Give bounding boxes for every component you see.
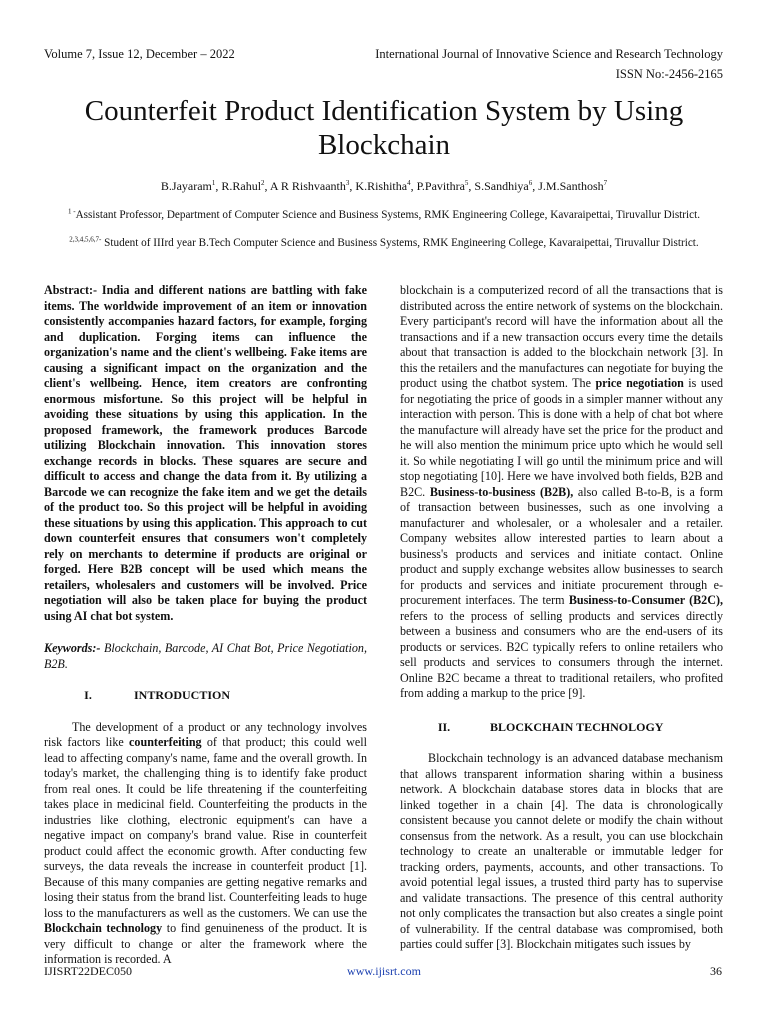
keywords — [44, 641, 367, 672]
text-run: The development of a product or any technology involves risk factors like — [44, 719, 367, 749]
bold-term: price negotiation — [595, 376, 684, 390]
section-number: I. — [84, 688, 92, 702]
journal-issn: ISSN No:-2456-2165 — [615, 67, 723, 81]
text-run: also called B-to-B, is a form of transaction between businesses, such as one involving a manufacturer and wholesaler, or a wholesaler and a retailer. Company websites allow interested parties to learn about a business's products and services and initiate contact. Online product and supply exchange websites allow businesses to search for products and services and initiate procurement through e-procurement interfaces. The term — [400, 484, 723, 607]
keywords-text: Blockchain, Barcode, AI Chat Bot, Price Negotiation, B2B. — [44, 641, 367, 671]
journal-volume: Volume 7, Issue 12, December – 2022 — [44, 47, 235, 61]
bold-term: Blockchain technology — [44, 921, 163, 935]
author-sup: 4 — [407, 179, 411, 187]
author: P.Pavithra — [416, 179, 465, 193]
paper-id: IJISRT22DEC050 — [44, 964, 132, 978]
text-run: to find genuineness of the product. It is very difficult to change or alter the framework where the information is recorded. A — [44, 921, 367, 966]
affiliation-1 — [44, 208, 724, 223]
author-list: B.Jayaram$^1$, R.Rahul$^2$, A R Rishvaanth$^3$, K.Rishitha$^4$, P.Pavithra$^5$, S.Sandhiya$^6$, J.M.Santhosh$^7$ — [160, 179, 608, 193]
author-sup: 5 — [464, 179, 469, 187]
affiliation-text: Student of IIIrd year B.Tech Computer Science and Business Systems, RMK Engineering College, Kavaraipettai, Tiruvallur District. — [101, 237, 699, 249]
bold-term: Business-to-Consumer (B2C), — [568, 593, 723, 607]
author: B.Jayaram — [160, 179, 212, 193]
paper-title — [40, 94, 728, 162]
section-heading-blockchain — [400, 720, 723, 736]
section-title: INTRODUCTION — [134, 688, 231, 702]
section-heading-introduction — [44, 688, 367, 704]
blockchain-paragraph: Blockchain technology is an advanced database mechanism that allows transparent information sharing within a business network. A blockchain database stores data in blocks that are linked together in a chain [4]. The data is chronologically consistent because you cannot delete or modify the chain without consensus from the network. As a result, you can use blockchain technology to create an unalterable or immutable ledger for tracking orders, payments, accounts, and other transactions. To avoid potential legal issues, a trusted third party has to supervise and validate transactions. The presence of this central authority not only complicates the transaction but also creates a single point of vulnerability. If the central database was compromised, both parties could suffer [3]. Blockchain mitigates such issues by — [400, 751, 723, 951]
author-sup: 1 — [211, 179, 216, 187]
paper-title-line-2: Blockchain — [317, 129, 451, 161]
section-number: II. — [437, 719, 451, 734]
text-run: blockchain is a computerized record of all the transactions that is distributed across the entire network of systems on the blockchain. Every participant's record will have the information about all the transactions and if a new transaction occurs every time the details about that transaction is added to the blockchain network [3]. In this the retailers and the manufactures can negotiate for buying the product using the chatbot system. The — [400, 283, 723, 390]
blockchain-b2b-paragraph — [400, 283, 723, 702]
affiliation-sup: 2,3,4,5,6,7- — [69, 235, 102, 244]
abstract: Abstract:- India and different nations are battling with fake items. The worldwide improvement of an item or innovation consistently accompanies hazard factors, for example, forging and duplication. Forging items can influence the organization's name and the client's wellbeing. Fake items are causing a significant impact on the organization and the client's wellbeing. Hence, item creators are confronting enormous misfortune. So this project will be helpful in avoiding these situations by using this application. In the proposed framework, the framework produces Barcode utilizing Blockchain innovation. This innovation stores exchange records in blocks. These squares are secure and difficult to access and change the data from it. By utilizing a Barcode we can recognize the fake item and we get the details of the product too. So this project will be helpful in avoiding these situations by using this application. This approach to cut down counterfeit ensures that consumers won't completely rely on merchants to determine if products are original or forged. Here B2B concept will be used which means the retailers, wholesalers and customers will be involved. Price negotiation will also be taken place for buying the product using AI chat bot system. — [44, 283, 367, 623]
text-run: refers to the process of selling products and services directly between a business and consumers who are the end-users of its products or services. B2C typically refers to online retailers who sell products and services to consumers through the internet. Online B2C became a threat to traditional retailers, who profited from adding a markup to the price [9]. — [400, 608, 723, 700]
author: R.Rahul — [221, 179, 262, 193]
right-column — [400, 283, 723, 953]
author-sup: 2 — [261, 179, 265, 187]
affiliation-2 — [44, 236, 724, 251]
journal-name: International Journal of Innovative Science and Research Technology — [375, 47, 723, 61]
author-sup: 7 — [603, 179, 608, 187]
bold-term: counterfeiting — [129, 735, 202, 749]
author: J.M.Santhosh — [538, 179, 604, 193]
paper-title-line-1: Counterfeit Product Identification System by Using — [84, 95, 684, 127]
bold-term: Business-to-business (B2B), — [429, 484, 574, 499]
text-run: is used for negotiating the price of goods in a simpler manner without any interaction with person. This is done with a help of chat bot where the manufacture will already have set the price for the product and he will also mention the minimum price upto which he would sell it. So while negotiating I will go until the minimum price and will stop negotiating [10]. Here we have involved both fields, B2B and B2C. — [400, 376, 723, 499]
page-number: 36 — [710, 964, 722, 978]
affiliation-sup: 1 - — [68, 207, 76, 216]
author-sup: 6 — [528, 179, 533, 187]
keywords-label: Keywords:- — [44, 641, 101, 655]
left-column — [44, 283, 367, 968]
affiliation-text: Assistant Professor, Department of Computer Science and Business Systems, RMK Engineering College, Kavaraipettai, Tiruvallur District. — [75, 209, 700, 221]
author: K.Rishitha — [355, 179, 408, 193]
author: A R Rishvaanth — [269, 179, 346, 193]
author: S.Sandhiya — [474, 179, 529, 193]
author-sup: 3 — [345, 179, 350, 187]
text-run: of that product; this could well lead to affecting company's name, fame and the overall growth. In today's market, the challenging thing is to identify fake product from real ones. It could be life threatening if the counterfeiting takes place in medicinal field. Counterfeiting the products in the industries like clothing, electronic equipment's can have a negative impact on company's brand value. Rise in counterfeit product could affect the economic growth. After conducting few surveys, the data reveals the increase in counterfeit product [1]. Because of this many companies are getting negative remarks and losing their status from the brand list. Counterfeiting leads to huge loss to the manufacturers as well as the customers. We can use the — [44, 735, 367, 920]
section-title: BLOCKCHAIN TECHNOLOGY — [490, 719, 664, 734]
intro-paragraph — [44, 720, 367, 968]
journal-website-link[interactable]: www.ijisrt.com — [347, 964, 421, 978]
